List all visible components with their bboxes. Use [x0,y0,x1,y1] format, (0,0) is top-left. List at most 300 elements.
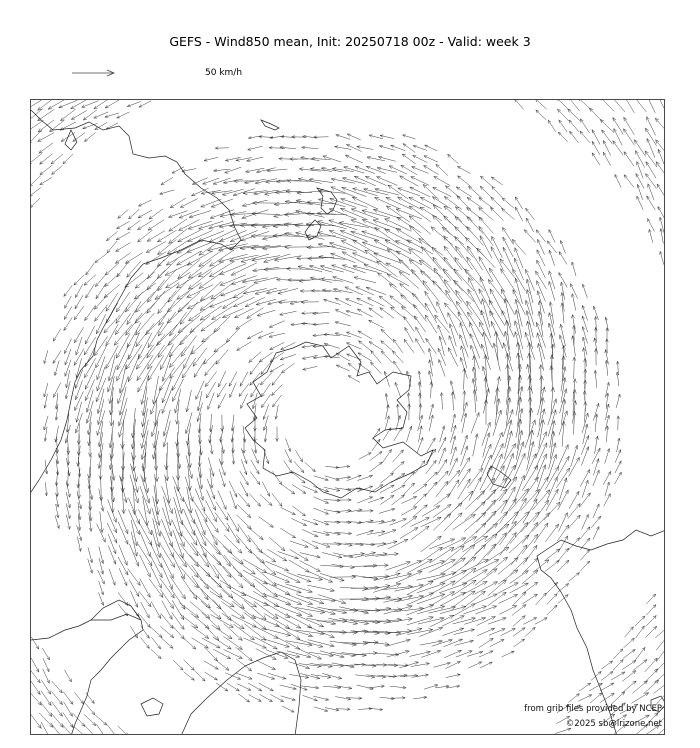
wind-vector [216,502,228,521]
wind-vector [162,388,172,413]
wind-vector [423,281,439,302]
wind-vector [296,630,325,634]
wind-vector [603,471,611,484]
wind-vector [215,512,229,531]
wind-vector [153,519,160,548]
wind-vector-head [479,257,483,262]
wind-vector [527,279,533,303]
wind-vector [535,100,546,109]
wind-vector-head [235,527,238,531]
wind-vector [375,189,399,195]
wind-vector [87,401,94,424]
wind-vector [269,537,285,551]
wind-vector-head [146,635,149,639]
wind-vector [431,382,432,399]
wind-vector [272,385,283,396]
wind-vector [558,132,568,142]
wind-vector [421,651,441,658]
wind-vector [244,600,266,620]
wind-vector [212,306,233,319]
wind-vector-head [390,495,394,498]
wind-vector-head [467,197,471,200]
wind-vector [622,661,636,670]
wind-vector [161,638,173,649]
wind-vector [368,298,385,307]
wind-vector [101,477,102,501]
wind-vector [74,692,83,704]
wind-vector-head [450,592,455,596]
wind-vector [148,322,164,347]
wind-vector [522,582,537,594]
wind-vector [249,695,262,702]
wind-vector-head [47,657,50,660]
wind-vector [272,373,282,386]
wind-vector [264,415,269,430]
wind-vector [658,100,665,113]
wind-vector [548,120,556,132]
wind-vector [295,450,302,462]
wind-vector [440,426,445,442]
wind-vector [624,129,635,146]
wind-vector [591,671,601,680]
wind-vector-head [74,339,77,343]
wind-vector [443,269,462,291]
wind-vector [444,503,462,519]
wind-vector [654,681,665,694]
wind-vector [118,210,129,219]
wind-vector-head [157,238,161,242]
wind-vector [31,637,38,649]
wind-vector [436,481,448,497]
wind-vector [487,478,506,500]
wind-vector [457,166,470,173]
wind-vector [146,313,167,334]
wind-vector [500,259,516,279]
wind-vector [538,239,545,254]
wind-vector [355,166,375,173]
wind-vector [398,188,420,196]
wind-vector [369,342,383,351]
wind-vector [557,584,568,593]
wind-vector [201,601,221,619]
wind-vector [453,514,476,529]
wind-vector-head [181,616,184,620]
reference-arrow-icon [70,66,120,80]
wind-vector-head [203,517,207,522]
wind-vector [656,162,665,179]
wind-vector [558,109,569,121]
wind-vector [168,211,187,218]
wind-vector [272,494,282,507]
wind-vector [425,315,437,333]
wind-vector [471,345,480,369]
wind-vector [243,570,268,584]
wind-vector [128,569,141,586]
wind-vector [557,560,569,572]
wind-vector-head [262,569,267,573]
wind-vector [131,532,137,557]
coastline-tasmania [141,698,163,716]
wind-vector [624,100,635,113]
wind-vector-head [148,376,152,381]
wind-vector [358,353,372,361]
wind-vector [345,155,362,163]
wind-vector [303,695,318,700]
wind-vector [453,392,454,411]
wind-vector [501,289,515,315]
wind-vector [550,302,554,324]
wind-vector [97,356,105,380]
wind-vector [276,625,300,640]
wind-vector [354,176,376,186]
wind-vector [580,119,589,133]
wind-vector [656,636,665,650]
wind-vector [646,174,657,189]
wind-vector [221,601,244,618]
wind-vector [537,333,544,359]
wind-vector-head [394,361,397,365]
wind-vector [335,298,351,306]
wind-vector [196,381,204,400]
wind-vector [646,616,657,627]
wind-vector [179,603,198,618]
wind-vector [40,177,52,184]
wind-vector-head [48,691,51,695]
wind-vector [527,311,534,338]
wind-vector [492,236,503,257]
wind-vector [238,694,249,702]
wind-vector-field [31,100,665,735]
wind-vector [139,591,151,607]
wind-vector [76,380,83,400]
wind-vector-head [389,449,392,453]
wind-vector [417,574,446,580]
wind-vector [177,283,202,300]
wind-vector [107,241,117,253]
wind-vector [407,426,412,442]
wind-vector [263,628,290,635]
wind-vector [108,546,115,565]
wind-vector [234,624,255,640]
wind-vector-head [105,105,109,108]
wind-vector [184,672,195,681]
wind-vector [645,151,657,167]
wind-vector [233,558,256,574]
wind-vector-head [353,240,358,244]
wind-vector [381,351,392,363]
wind-vector [607,426,608,442]
wind-vector [224,535,242,553]
wind-vector [292,518,307,525]
wind-vector [465,269,485,291]
wind-vector [86,284,95,298]
wind-vector [534,523,548,543]
wind-vector [104,315,120,333]
wind-vector [444,513,462,531]
wind-vector [444,197,462,210]
wind-vector [274,605,302,616]
wind-vector [63,692,73,705]
wind-vector-head [103,734,106,735]
wind-vector [84,358,95,377]
wind-vector [256,649,277,660]
wind-vector [261,383,270,397]
wind-vector [236,319,253,330]
wind-vector-head [646,162,649,166]
wind-vector-head [436,506,440,509]
wind-vector [433,514,451,531]
wind-vector-head [534,594,538,597]
wind-vector [89,513,91,532]
wind-vector [502,227,513,244]
wind-vector [464,606,487,614]
wind-vector [336,365,349,371]
wind-vector [487,500,507,522]
wind-vector [439,448,445,464]
wind-vector [525,627,535,636]
wind-vector [138,220,153,229]
wind-vector [83,123,98,128]
wind-vector-head [161,182,164,185]
wind-vector [348,376,360,383]
wind-vector [202,328,221,342]
wind-vector-head [513,269,517,274]
wind-vector [246,547,265,563]
wind-vector [105,113,119,117]
map-title: GEFS - Wind850 mean, Init: 20250718 00z - Valid: week 3 [169,34,531,49]
wind-vector [151,637,160,649]
wind-vector-head [613,141,616,145]
wind-vector [435,686,449,688]
wind-vector [400,176,419,186]
wind-vector [233,189,255,196]
wind-vector [613,118,623,135]
wind-vector [477,478,495,500]
wind-vector [75,391,84,410]
wind-vector [31,679,40,694]
wind-vector [645,128,656,146]
wind-vector [250,362,260,375]
wind-vector [307,597,336,601]
wind-vector [370,452,382,461]
wind-vector [509,512,529,533]
wind-vector [247,331,262,339]
wind-vector [522,570,538,584]
wind-vector [74,327,83,343]
wind-vector [222,589,245,608]
wind-vector-head [512,444,516,449]
wind-vector [480,236,492,259]
wind-vector [253,616,280,627]
wind-vector [302,540,319,549]
wind-vector [492,454,502,480]
wind-vector [569,491,579,509]
wind-vector [420,207,442,221]
wind-vector-head [401,165,405,168]
wind-vector [203,553,219,578]
wind-vector [288,662,309,669]
wind-vector-head [236,539,240,543]
wind-vector [134,283,156,299]
wind-vector [82,101,99,108]
wind-vector [252,256,280,261]
wind-vector [291,684,308,690]
wind-vector [265,561,288,571]
wind-vector-head [444,459,447,463]
wind-vector-head [214,677,218,680]
wind-vector-head [472,537,477,541]
wind-vector [536,110,546,120]
wind-vector [604,494,611,507]
wind-vector [197,478,203,501]
wind-vector [522,534,538,554]
wind-vector [381,329,393,340]
wind-vector [173,660,183,670]
wind-vector [568,504,581,519]
wind-vector [390,519,407,526]
wind-vector [646,594,655,604]
wind-vector [118,557,128,575]
wind-vector-head [358,353,362,356]
wind-vector-head [206,394,209,398]
wind-vector-head [413,507,417,510]
wind-vector-head [237,347,241,350]
wind-vector [547,594,557,605]
wind-vector [194,359,206,378]
wind-vector [509,535,529,553]
wind-vector-head [414,528,418,531]
wind-vector [433,215,452,235]
wind-vector [150,627,162,638]
wind-vector [397,217,422,233]
wind-vector-head [136,593,139,597]
wind-vector [475,594,498,604]
wind-vector [593,403,598,421]
wind-vector [357,497,372,503]
wind-vector-head [404,316,407,320]
wind-vector [412,167,429,174]
wind-vector-head [420,207,425,211]
wind-vector-head [187,305,192,309]
wind-vector [549,230,555,243]
wind-vector [424,685,438,689]
wind-vector [415,461,425,474]
wind-vector [287,269,312,270]
wind-vector [622,681,636,693]
wind-vector [346,698,362,699]
wind-vector [305,462,316,471]
wind-vector [206,500,217,521]
wind-vector [475,606,496,614]
wind-vector [557,100,569,110]
wind-vector [157,230,176,242]
wind-vector [135,303,155,323]
wind-vector [578,695,592,701]
wind-vector [490,208,503,221]
wind-vector-head [576,457,579,461]
wind-vector [357,531,374,536]
wind-vector [398,197,421,209]
wind-vector [233,284,254,298]
wind-vector [365,176,386,185]
wind-vector [210,591,234,607]
wind-vector [147,345,164,369]
wind-vector [213,555,231,578]
wind-vector [535,618,547,625]
wind-vector-head [270,369,274,372]
wind-vector [605,448,610,463]
wind-vector [223,546,244,564]
wind-vector-head [664,646,665,650]
wind-vector [546,582,557,593]
wind-vector [455,257,474,280]
wind-vector-head [608,471,611,475]
wind-vector [221,286,246,296]
wind-vector-head [471,604,476,608]
wind-vector [227,523,239,543]
wind-vector [347,354,362,360]
wind-vector [242,593,269,606]
map-canvas [31,100,665,735]
wind-vector [465,502,486,521]
wind-vector [513,453,525,480]
wind-vector [406,593,433,605]
wind-vector [236,647,253,661]
wind-vector [309,572,332,582]
wind-vector-head [292,535,296,538]
wind-vector [648,219,655,232]
wind-vector [399,271,419,288]
wind-vector-head [217,394,220,398]
wind-vector [289,560,310,572]
wind-vector [161,554,174,579]
wind-vector [601,672,613,681]
wind-vector [236,659,251,671]
wind-vector [52,166,63,175]
wind-vector [615,174,621,187]
wind-vector [281,484,294,494]
wind-vector-head [75,305,78,309]
wind-vector-head [295,636,300,640]
wind-vector [201,199,222,207]
wind-vector [483,433,490,458]
wind-vector [624,152,634,167]
wind-vector [180,543,199,566]
wind-vector [401,497,416,504]
wind-vector [252,213,280,214]
wind-vector [615,450,621,463]
wind-vector-head [169,615,172,619]
wind-vector-head [592,153,595,156]
wind-vector [657,184,665,200]
wind-vector-head [416,339,419,343]
wind-vector [324,344,340,349]
wind-vector [31,658,39,672]
wind-vector [191,188,208,196]
wind-vector [294,461,304,472]
wind-vector [432,197,451,210]
wind-vector [31,100,44,110]
wind-vector [263,594,291,605]
wind-vector [164,421,171,447]
wind-vector [594,306,599,320]
wind-vector [64,286,72,297]
wind-vector [99,432,102,458]
wind-vector [259,517,274,528]
wind-vector [538,291,545,314]
wind-vector-head [247,315,251,318]
wind-vector [498,583,518,594]
